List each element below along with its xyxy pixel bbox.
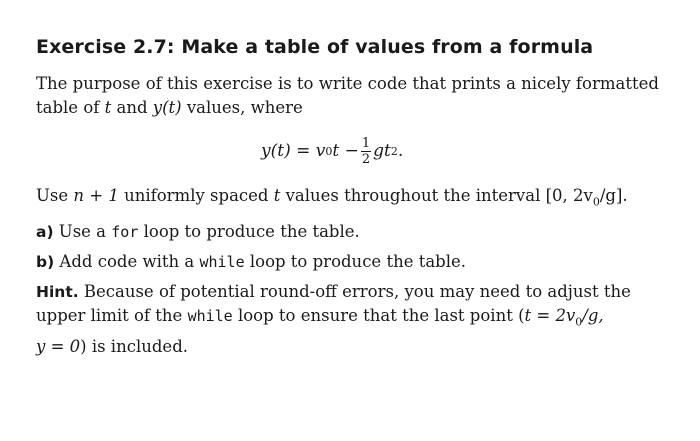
eq-fraction xyxy=(361,136,371,167)
eq-frac-den: 2 xyxy=(361,151,371,167)
use-t: t xyxy=(273,186,281,205)
item-a-post: loop to produce the table. xyxy=(138,222,360,242)
equation xyxy=(36,128,676,174)
use-sub0: 0 xyxy=(592,195,600,209)
hint-text2b: loop to ensure that the last point ( xyxy=(232,306,525,326)
intro-line2a: table of xyxy=(36,98,105,117)
item-a-pre: Use a xyxy=(53,222,112,242)
var-yt: y(t) xyxy=(152,98,182,117)
eq-exp: 2 xyxy=(390,144,398,158)
eq-sub0: 0 xyxy=(325,144,333,158)
item-b xyxy=(36,250,676,274)
exercise-document xyxy=(36,36,676,359)
hint-math2: y = 0 xyxy=(36,336,81,356)
intro-and: and xyxy=(111,98,153,117)
item-b-post: loop to produce the table. xyxy=(244,252,467,272)
eq-t1: t − xyxy=(332,141,359,161)
var-t: t xyxy=(104,98,112,117)
eq-gt: gt xyxy=(373,141,391,161)
item-b-pre: Add code with a xyxy=(54,252,200,272)
use-b: uniformly spaced xyxy=(118,186,274,205)
hint-sub0: 0 xyxy=(575,315,583,329)
eq-lhs: y(t) = v xyxy=(261,141,326,161)
item-b-label: b) xyxy=(36,253,55,272)
eq-frac-num: 1 xyxy=(361,135,371,151)
hint-paragraph xyxy=(36,280,676,358)
item-a-label: a) xyxy=(36,223,54,242)
use-a: Use xyxy=(36,186,74,205)
hint-code: while xyxy=(187,307,233,326)
intro-line2b: values, where xyxy=(181,98,303,117)
item-a-code: for xyxy=(111,223,139,242)
item-a xyxy=(36,220,676,244)
hint-label: Hint. xyxy=(36,283,79,302)
use-interval-end: /g]. xyxy=(599,186,628,205)
hint-text3: ) is included. xyxy=(80,336,188,356)
use-c: values throughout the interval xyxy=(280,186,546,205)
use-interval: [0, 2v xyxy=(545,186,593,205)
hint-math1b: /g, xyxy=(582,306,604,326)
intro-paragraph xyxy=(36,72,676,120)
use-n1: n + 1 xyxy=(73,186,119,205)
hint-text2a: upper limit of the xyxy=(36,306,188,326)
eq-end: . xyxy=(397,141,404,161)
hint-math1: t = 2v xyxy=(524,306,576,326)
intro-line1: The purpose of this exercise is to write code that prints a nicely formatted xyxy=(36,74,659,93)
exercise-title: Exercise 2.7: Make a table of values from a formula xyxy=(36,36,594,58)
use-paragraph xyxy=(36,184,676,214)
item-b-code: while xyxy=(199,253,245,272)
hint-text1: Because of potential round-off errors, you may need to adjust the xyxy=(78,282,631,302)
